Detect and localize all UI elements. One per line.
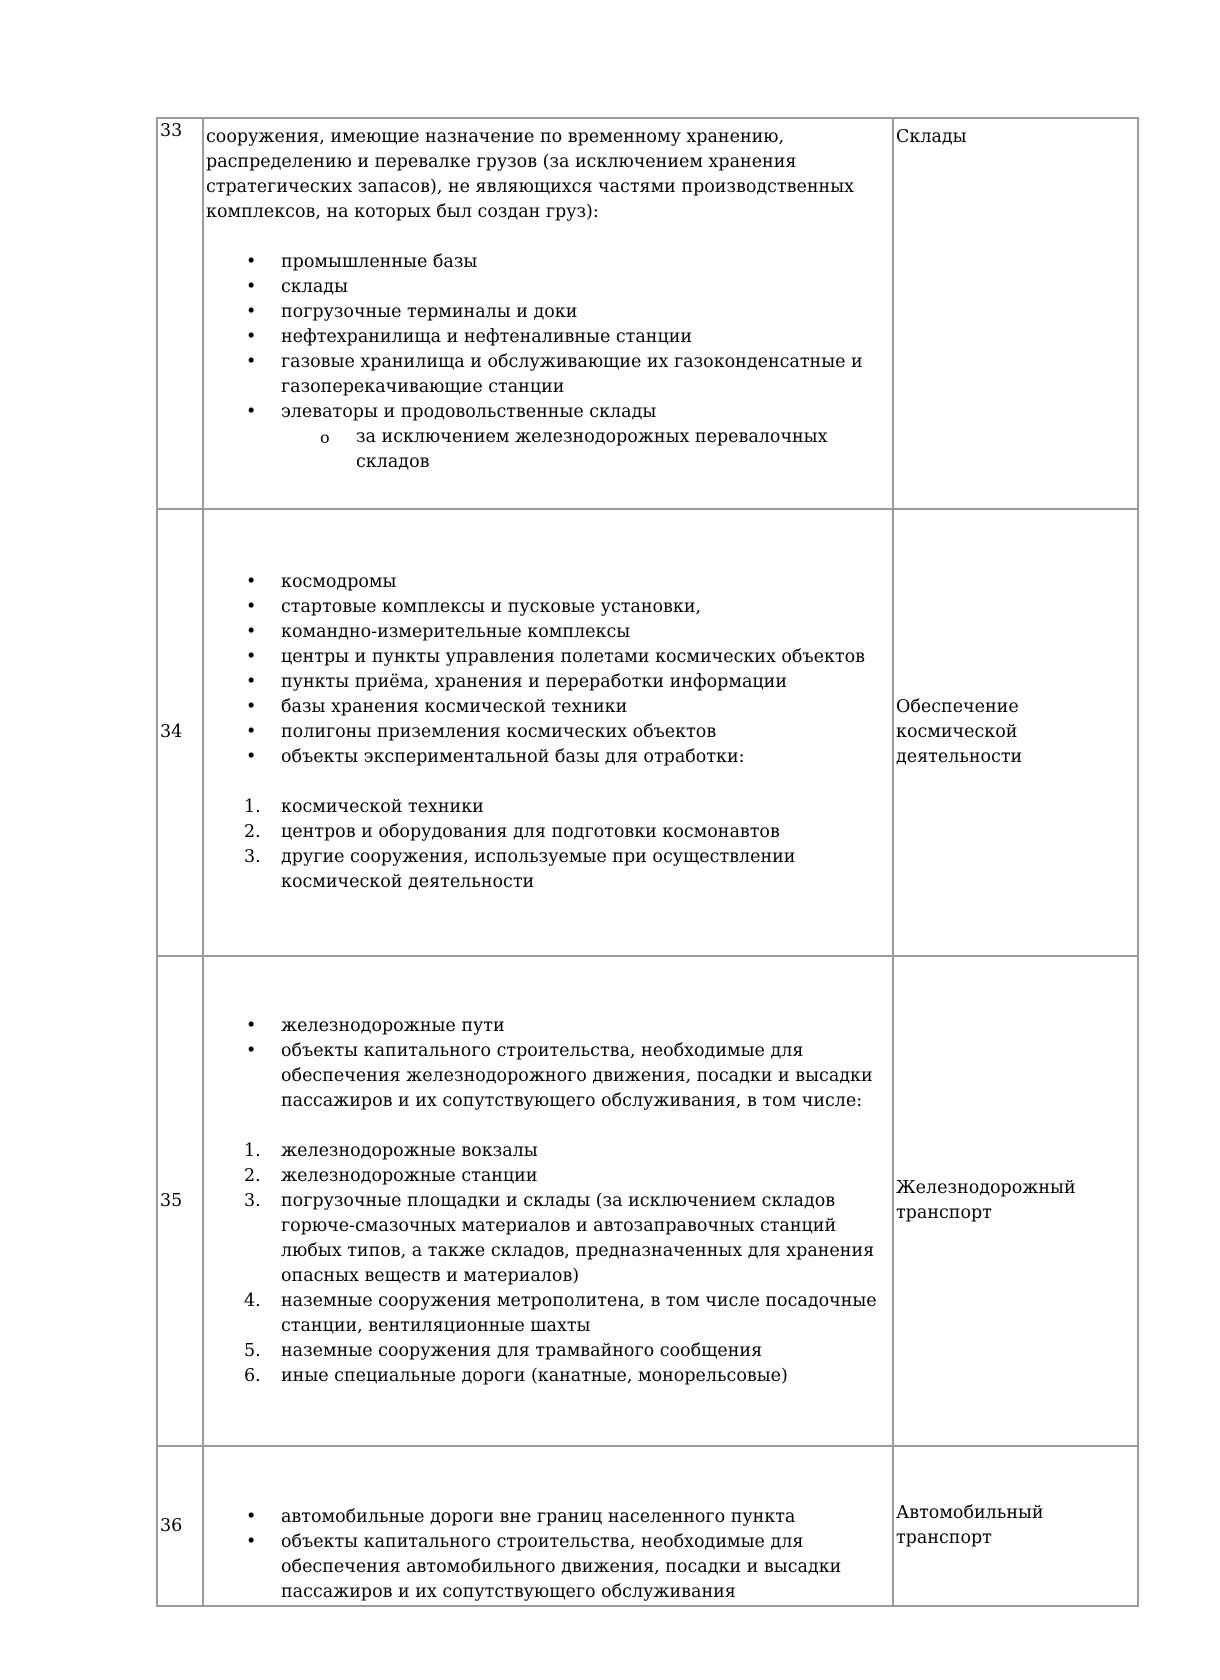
- list-item: [206, 1289, 890, 1339]
- list-item: [206, 845, 890, 895]
- list-item-text: иные специальные дороги (канатные, монорельсовые): [281, 1365, 788, 1386]
- list-item: • объекты экспериментальной базы для отработки:: [206, 745, 890, 770]
- table-row: [157, 118, 1138, 509]
- list-item-text: космической техники: [281, 797, 484, 817]
- row-number: 35: [157, 956, 203, 1446]
- list-number: 1.: [244, 797, 261, 817]
- list-item: [206, 1164, 890, 1189]
- row-number: 34: [157, 509, 203, 956]
- table-row: [157, 509, 1138, 956]
- list-item: • командно-измерительные комплексы: [206, 620, 890, 645]
- list-item-text: наземные сооружения для трамвайного сообщения: [281, 1340, 763, 1361]
- row-category: Склады: [893, 118, 1138, 509]
- bullet-list: [206, 1014, 890, 1114]
- row-number: 36: [157, 1446, 203, 1606]
- list-number: 1.: [244, 1140, 261, 1161]
- list-item-text: другие сооружения, используемые при осуществлении космической деятельности: [281, 847, 796, 892]
- list-item-text: железнодорожные станции: [281, 1165, 538, 1186]
- row-category: Обеспечение космической деятельности: [893, 509, 1138, 956]
- list-item-text: наземные сооружения метрополитена, в том числе посадочные станции, вентиляционные шахты: [281, 1290, 877, 1336]
- list-item: • погрузочные терминалы и доки: [206, 300, 890, 325]
- description-intro: сооружения, имеющие назначение по временному хранению, распределению и перевалке грузов (за исключением хранения стратегических запасов), не являющихся частями производственных комплексов, на которых был создан груз):: [206, 127, 854, 222]
- list-item: • центры и пункты управления полетами космических объектов: [206, 645, 890, 670]
- list-item: • базы хранения космической техники: [206, 695, 890, 720]
- list-number: 3.: [244, 847, 261, 867]
- list-item: • газовые хранилища и обслуживающие их газоконденсатные и газоперекачивающие станции: [206, 350, 890, 400]
- list-item: [206, 1364, 890, 1389]
- row-description: [203, 956, 893, 1446]
- row-category: Железнодорожный транспорт: [893, 956, 1138, 1446]
- list-number: 5.: [244, 1340, 261, 1361]
- list-number: 4.: [244, 1290, 261, 1311]
- numbered-list: [206, 795, 890, 895]
- list-number: 6.: [244, 1365, 261, 1386]
- list-item-text: погрузочные площадки и склады (за исключением складов горюче-смазочных материалов и автозаправочных станций любых типов, а также складов, предназначенных для хранения опасных веществ и материалов): [281, 1190, 875, 1286]
- list-item: • автомобильные дороги вне границ населенного пункта: [206, 1505, 890, 1530]
- list-item: [206, 1139, 890, 1164]
- list-item: • пункты приёма, хранения и переработки информации: [206, 670, 890, 695]
- bullet-list: [206, 1505, 890, 1605]
- list-item: • объекты капитального строительства, необходимые для обеспечения автомобильного движения, посадки и высадки пассажиров и их сопутствующего обслуживания: [206, 1530, 890, 1605]
- list-item: [206, 820, 890, 845]
- row-description: [203, 118, 893, 509]
- sub-list: [206, 425, 890, 475]
- list-item: • железнодорожные пути: [206, 1014, 890, 1039]
- row-number: 33: [157, 118, 203, 509]
- bullet-list: [206, 570, 890, 770]
- numbered-list: [206, 1139, 890, 1389]
- list-item: • склады: [206, 275, 890, 300]
- table-row: [157, 956, 1138, 1446]
- list-item: [206, 1189, 890, 1289]
- list-item: • стартовые комплексы и пусковые установки,: [206, 595, 890, 620]
- list-number: 3.: [244, 1190, 261, 1211]
- row-description: [203, 1446, 893, 1606]
- list-item: • полигоны приземления космических объектов: [206, 720, 890, 745]
- list-item: • промышленные базы: [206, 250, 890, 275]
- list-item-text: элеваторы и продовольственные склады: [281, 402, 657, 422]
- list-number: 2.: [244, 1165, 261, 1186]
- row-category: Автомобильный транспорт: [893, 1446, 1138, 1606]
- list-item: • объекты капитального строительства, необходимые для обеспечения железнодорожного движения, посадки и высадки пассажиров и их сопутствующего обслуживания, в том числе:: [206, 1039, 890, 1114]
- sub-list-item: o за исключением железнодорожных перевалочных складов: [206, 425, 890, 475]
- bullet-list: [206, 250, 890, 475]
- list-item-text: центров и оборудования для подготовки космонавтов: [281, 822, 780, 842]
- list-item-text: железнодорожные вокзалы: [281, 1140, 538, 1161]
- table-row: [157, 1446, 1138, 1606]
- land-use-table: [156, 117, 1139, 1607]
- list-item: [206, 1339, 890, 1364]
- row-description: [203, 509, 893, 956]
- list-item: • нефтехранилища и нефтеналивные станции: [206, 325, 890, 350]
- list-item: [206, 795, 890, 820]
- list-item: • космодромы: [206, 570, 890, 595]
- list-item: [206, 400, 890, 475]
- list-number: 2.: [244, 822, 261, 842]
